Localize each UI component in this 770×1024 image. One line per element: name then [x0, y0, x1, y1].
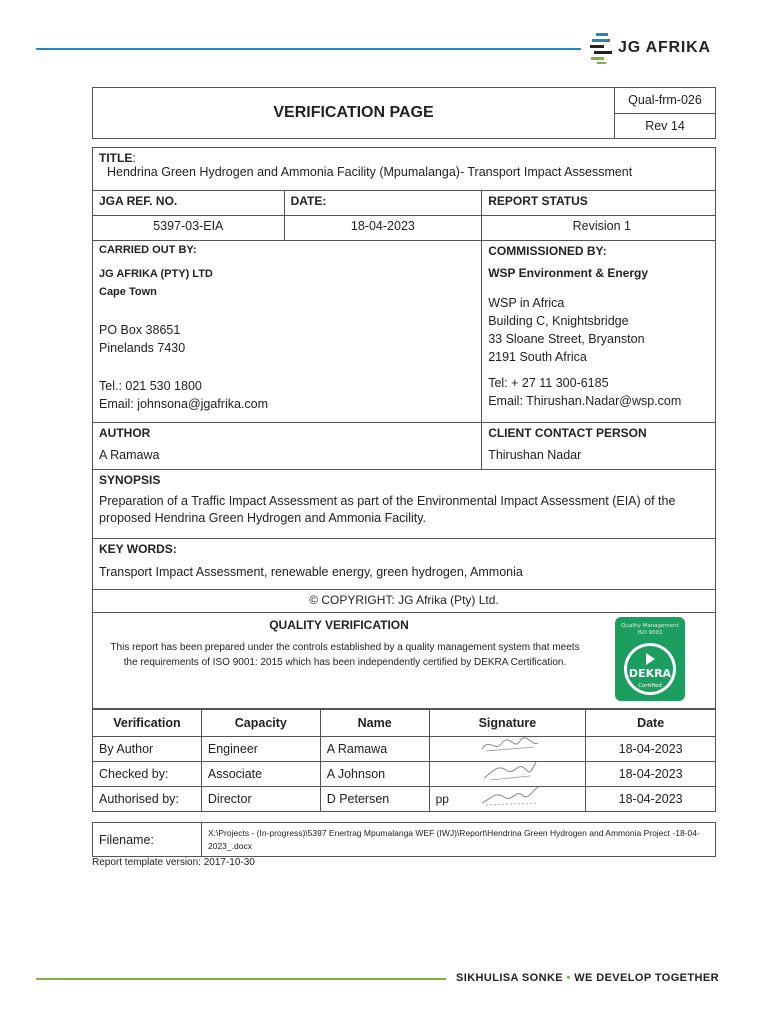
quality-verification-text: This report has been prepared under the controls established by a quality management system that meets the requirements of ISO 9001: 2015 which has been independently certified by DEKRA Certification.	[110, 642, 580, 668]
jg-afrika-mark-icon	[588, 31, 614, 65]
table-row	[93, 787, 716, 812]
row-role: By Author	[93, 737, 202, 762]
carried-out-company: JG AFRIKA (PTY) LTD	[99, 268, 213, 280]
col-verification: Verification	[93, 710, 202, 737]
keywords-label: KEY WORDS:	[99, 542, 177, 556]
client-contact-cell	[482, 423, 716, 470]
col-date: Date	[586, 710, 716, 737]
filename-table	[92, 822, 716, 857]
carried-out-city: Cape Town	[99, 286, 157, 298]
keywords-cell	[93, 539, 716, 590]
row-name: A Ramawa	[320, 737, 429, 762]
commissioned-line4: 2191 South Africa	[488, 350, 587, 364]
jg-afrika-logo	[588, 30, 711, 66]
commissioned-email: Email: Thirushan.Nadar@wsp.com	[488, 394, 682, 408]
jga-ref-value: 5397-03-EIA	[93, 216, 285, 241]
quality-verification-cell	[93, 613, 716, 709]
carried-out-suburb: Pinelands 7430	[99, 341, 186, 355]
template-version: Report template version: 2017-10-30	[92, 857, 255, 868]
footer-right: WE DEVELOP TOGETHER	[574, 972, 719, 984]
filename-label: Filename:	[93, 823, 202, 857]
carried-out-label: CARRIED OUT BY:	[99, 244, 197, 256]
signature-image	[480, 733, 540, 757]
verification-header-row	[93, 710, 716, 737]
commissioned-line2: Building C, Knightsbridge	[488, 314, 629, 328]
badge-sub: Certified	[638, 683, 662, 689]
badge-line1: Quality Management	[621, 623, 679, 629]
footer-left: SIKHULISA SONKE	[456, 972, 564, 984]
author-value: A Ramawa	[99, 448, 160, 462]
form-ref: Qual-frm-026	[615, 88, 716, 114]
footer-rule	[36, 978, 446, 980]
carried-out-email: Email: johnsona@jgafrika.com	[99, 397, 269, 411]
row-role: Checked by:	[93, 762, 202, 787]
commissioned-line1: WSP in Africa	[488, 296, 565, 310]
author-cell	[93, 423, 482, 470]
commissioned-company: WSP Environment & Energy	[488, 266, 648, 280]
synopsis-label: SYNOPSIS	[99, 473, 161, 487]
row-capacity: Associate	[201, 762, 320, 787]
row-capacity: Director	[201, 787, 320, 812]
row-capacity: Engineer	[201, 737, 320, 762]
keywords-text: Transport Impact Assessment, renewable energy, green hydrogen, Ammonia	[99, 565, 523, 579]
carried-out-tel: Tel.: 021 530 1800	[99, 379, 202, 393]
row-name: A Johnson	[320, 762, 429, 787]
signature-prefix: pp	[435, 792, 449, 806]
commissioned-cell	[482, 241, 716, 423]
copyright-notice: © COPYRIGHT: JG Afrika (Pty) Ltd.	[93, 590, 716, 613]
dekra-certification-badge-icon	[615, 617, 685, 701]
col-capacity: Capacity	[201, 710, 320, 737]
jga-ref-label: JGA REF. NO.	[93, 191, 285, 216]
commissioned-line3: 33 Sloane Street, Bryanston	[488, 332, 645, 346]
report-status-label: REPORT STATUS	[482, 191, 716, 216]
verification-table	[92, 709, 716, 812]
date-value: 18-04-2023	[284, 216, 482, 241]
author-label: AUTHOR	[99, 426, 151, 440]
row-role: Authorised by:	[93, 787, 202, 812]
date-label: DATE:	[284, 191, 482, 216]
row-date: 18-04-2023	[586, 762, 716, 787]
logo-text: JG AFRIKA	[618, 39, 711, 56]
page-title: VERIFICATION PAGE	[93, 88, 615, 139]
footer-dot: •	[566, 972, 571, 984]
synopsis-text: Preparation of a Traffic Impact Assessment as part of the Environmental Impact Assessment (EIA) of the proposed Hendrina Green Hydrogen and Ammonia Facility.	[99, 494, 676, 525]
table-row	[93, 762, 716, 787]
badge-brand: DEKRA	[628, 667, 672, 680]
badge-line2: ISO 9001	[637, 630, 663, 636]
title-cell: TITLE: Hendrina Green Hydrogen and Ammonia Facility (Mpumalanga)- Transport Impact Assessment	[93, 148, 716, 191]
title-label: TITLE	[99, 151, 133, 165]
report-status-value: Revision 1	[482, 216, 716, 241]
client-contact-value: Thirushan Nadar	[488, 448, 582, 462]
carried-out-cell	[93, 241, 482, 423]
client-contact-label: CLIENT CONTACT PERSON	[488, 426, 647, 440]
report-info-table	[92, 147, 716, 709]
report-title: Hendrina Green Hydrogen and Ammonia Facility (Mpumalanga)- Transport Impact Assessment	[107, 165, 633, 179]
col-signature: Signature	[429, 710, 586, 737]
row-date: 18-04-2023	[586, 787, 716, 812]
row-name: D Petersen	[320, 787, 429, 812]
verification-header-table	[92, 87, 716, 139]
carried-out-po-box: PO Box 38651	[99, 323, 181, 337]
commissioned-tel: Tel: + 27 11 300-6185	[488, 376, 609, 390]
synopsis-cell	[93, 470, 716, 539]
commissioned-label: COMMISSIONED BY:	[488, 244, 607, 258]
table-row	[93, 737, 716, 762]
signature-image	[480, 758, 540, 782]
quality-verification-title: QUALITY VERIFICATION	[269, 618, 409, 632]
signature-cell	[429, 787, 586, 812]
filename-value: X:\Projects - (In-progress)\5397 Enertrag Mpumalanga WEF (IWJ)\Report\Hendrina Green Hydrogen and Ammonia Project -18-04-2023_.docx	[202, 823, 716, 857]
header-rule	[36, 48, 581, 50]
signature-image	[480, 783, 540, 807]
row-date: 18-04-2023	[586, 737, 716, 762]
footer-tagline	[456, 972, 719, 984]
form-revision: Rev 14	[615, 113, 716, 139]
col-name: Name	[320, 710, 429, 737]
